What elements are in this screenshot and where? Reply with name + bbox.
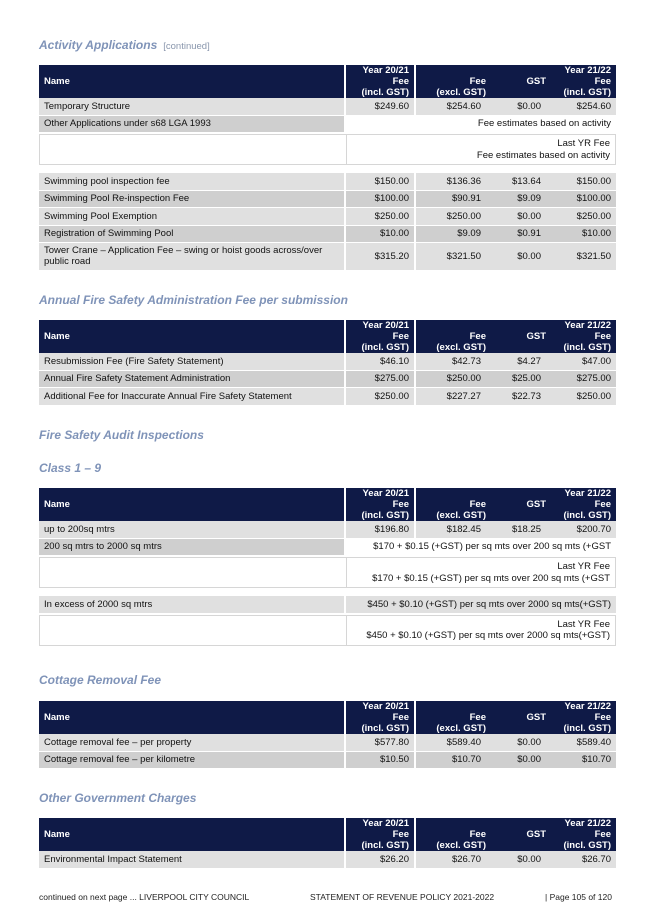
header-gst: GST [526,499,546,510]
continued-label: [continued] [163,41,210,52]
row-fee-excl-gst: $42.73 [416,353,486,370]
row-fee-prev-incl-gst: $10.00 [346,226,414,243]
row-name: Annual Fire Safety Statement Administration [39,371,344,388]
header-fee-excl: Fee [469,712,486,723]
row-fee-excl-gst: $182.45 [416,521,486,538]
note-value: $450 + $0.10 (+GST) per sq mts over 2000 sq mts(+GST) [366,630,610,641]
row-name: Swimming pool inspection fee [39,173,344,190]
table-row [39,173,616,191]
row-fee-excl-gst: $250.00 [416,208,486,225]
header-year-prev: Year 20/21 [362,320,409,331]
row-name: Tower Crane – Application Fee – swing or hoist goods across/over public road [39,243,344,270]
row-name: Environmental Impact Statement [39,851,344,868]
row-fee-prev-incl-gst: $100.00 [346,191,414,208]
row-fee-incl-gst: $254.60 [546,98,616,115]
row-fee-incl-gst: $10.00 [546,226,616,243]
row-fee-incl-gst: $10.70 [546,752,616,769]
section-title-activity-applications [39,38,210,52]
row-fee-incl-gst: $26.70 [546,851,616,868]
table-header [39,320,616,353]
row-fee-incl-gst: $100.00 [546,191,616,208]
row-gst: $0.91 [486,226,546,243]
note-text [372,561,610,584]
table-header [39,818,616,851]
row-fee-excl-gst: $589.40 [416,734,486,751]
row-fee-prev-incl-gst: $249.60 [346,98,414,115]
header-excl-gst: (excl. GST) [436,87,486,98]
cottage-removal-table [39,701,616,769]
header-year-prev-block [346,488,414,521]
column-separator [344,388,346,405]
row-name: Temporary Structure [39,98,344,115]
row-fee-incl-gst: $47.00 [546,353,616,370]
column-separator [344,353,346,370]
row-name: In excess of 2000 sq mtrs [39,596,344,613]
header-gst: GST [526,829,546,840]
row-fee-excl-gst: $26.70 [416,851,486,868]
header-excl-gst: (excl. GST) [436,342,486,353]
header-name: Name [39,488,344,521]
row-fee-excl-gst: $321.50 [416,243,486,270]
column-separator [414,388,416,405]
row-gst: $0.00 [486,98,546,115]
table-row [39,734,616,752]
row-fee-excl-gst: $10.70 [416,752,486,769]
header-gst: GST [526,76,546,87]
column-separator [344,116,346,133]
column-separator [344,371,346,388]
row-fee-incl-gst: $200.70 [546,521,616,538]
row-fee-excl-gst: $227.27 [416,388,486,405]
column-separator [414,851,416,868]
activity-applications-table [39,65,616,271]
row-gst: $13.64 [486,173,546,190]
header-year-next: Year 21/22 [564,701,611,712]
row-name: Registration of Swimming Pool [39,226,344,243]
row-gst: $0.00 [486,243,546,270]
header-year-prev: Year 20/21 [362,65,409,76]
header-year-next-block [416,488,616,521]
column-separator [414,371,416,388]
column-separator [344,191,346,208]
note-divider [346,135,347,164]
row-fee-excl-gst: $250.00 [416,371,486,388]
row-gst: $9.09 [486,191,546,208]
table-row [39,208,616,226]
table-header [39,488,616,521]
row-name: Swimming Pool Re-inspection Fee [39,191,344,208]
row-fee-prev-incl-gst: $46.10 [346,353,414,370]
header-fee-incl: Fee [594,829,611,840]
note-value: Fee estimates based on activity [476,149,610,161]
footer-left: continued on next page ... LIVERPOOL CITY COUNCIL [39,892,250,902]
header-incl-gst-next: (incl. GST) [563,87,611,98]
header-incl-gst-prev: (incl. GST) [361,510,409,521]
header-fee-prev: Fee [392,76,409,87]
header-incl-gst-prev: (incl. GST) [361,342,409,353]
header-year-next-block [416,701,616,734]
column-separator [344,596,346,613]
column-separator [414,208,416,225]
row-fee-prev-incl-gst: $577.80 [346,734,414,751]
fire-audit-table [39,488,616,646]
row-fee-incl-gst: $275.00 [546,371,616,388]
row-fee-incl-gst: $589.40 [546,734,616,751]
header-year-next-block [416,65,616,98]
table-row [39,98,616,116]
row-name: 200 sq mtrs to 2000 sq mtrs [39,539,344,556]
header-year-prev-block [346,818,414,851]
header-year-next-block [416,818,616,851]
header-year-next: Year 21/22 [564,65,611,76]
row-fee-incl-gst: $250.00 [546,388,616,405]
row-gst: $22.73 [486,388,546,405]
row-name: Swimming Pool Exemption [39,208,344,225]
table-row [39,851,616,869]
header-incl-gst-next: (incl. GST) [563,723,611,734]
column-separator [414,734,416,751]
column-separator [344,98,346,115]
row-fee-excl-gst: $90.91 [416,191,486,208]
note-text [366,619,610,642]
row-fee-note: $450 + $0.10 (+GST) per sq mts over 2000 sq mts(+GST) [346,596,616,613]
header-fee-incl: Fee [594,499,611,510]
row-fee-prev-incl-gst: $315.20 [346,243,414,270]
table-header [39,701,616,734]
row-gst: $25.00 [486,371,546,388]
header-fee-prev: Fee [392,331,409,342]
column-separator [344,851,346,868]
note-label: Last YR Fee [557,561,610,572]
last-year-fee-note [39,615,616,646]
header-fee-incl: Fee [594,712,611,723]
header-excl-gst: (excl. GST) [436,723,486,734]
column-separator [344,208,346,225]
table-row [39,243,616,271]
header-gst: GST [526,331,546,342]
section-title-other-gov: Other Government Charges [39,791,197,805]
header-year-prev-block [346,320,414,353]
row-fee-prev-incl-gst: $250.00 [346,388,414,405]
section-subtitle-class: Class 1 – 9 [39,461,102,475]
header-fee-incl: Fee [594,331,611,342]
note-text [477,138,610,161]
column-separator [414,173,416,190]
header-year-prev-block [346,701,414,734]
column-separator [414,226,416,243]
header-fee-prev: Fee [392,829,409,840]
header-year-next: Year 21/22 [564,320,611,331]
header-incl-gst-prev: (incl. GST) [361,87,409,98]
note-label: Last YR Fee [557,138,610,149]
note-label: Last YR Fee [557,618,610,630]
footer-center: STATEMENT OF REVENUE POLICY 2021-2022 [310,892,495,902]
table-row [39,388,616,406]
table-row [39,353,616,371]
row-gst: $0.00 [486,752,546,769]
header-year-prev: Year 20/21 [362,701,409,712]
note-value: $170 + $0.15 (+GST) per sq mts over 200 sq mts (+GST [372,572,610,584]
table-row [39,371,616,389]
row-fee-prev-incl-gst: $26.20 [346,851,414,868]
column-separator [344,752,346,769]
header-year-next: Year 21/22 [564,818,611,829]
row-fee-prev-incl-gst: $250.00 [346,208,414,225]
row-fee-incl-gst: $250.00 [546,208,616,225]
row-name: Cottage removal fee – per property [39,734,344,751]
column-separator [414,98,416,115]
row-name: up to 200sq mtrs [39,521,344,538]
row-name: Other Applications under s68 LGA 1993 [39,116,344,133]
last-year-fee-note [39,557,616,588]
section-title-fire-audit: Fire Safety Audit Inspections [39,428,204,442]
table-row [39,752,616,770]
section-title-cottage: Cottage Removal Fee [39,673,162,687]
row-fee-prev-incl-gst: $10.50 [346,752,414,769]
header-excl-gst: (excl. GST) [436,510,486,521]
last-year-fee-note [39,134,616,165]
header-fee-incl: Fee [594,76,611,87]
column-separator [344,173,346,190]
section-title-fire-admin: Annual Fire Safety Administration Fee per submission [39,293,348,307]
header-name: Name [39,818,344,851]
row-fee-excl-gst: $9.09 [416,226,486,243]
row-name: Resubmission Fee (Fire Safety Statement) [39,353,344,370]
footer-page-number: | Page 105 of 120 [545,892,612,902]
header-incl-gst-next: (incl. GST) [563,510,611,521]
header-excl-gst: (excl. GST) [436,840,486,851]
header-incl-gst-next: (incl. GST) [563,840,611,851]
table-row [39,226,616,244]
header-incl-gst-prev: (incl. GST) [361,840,409,851]
note-divider [346,558,347,587]
other-government-charges-table [39,818,616,869]
header-fee-prev: Fee [392,499,409,510]
row-gst: $18.25 [486,521,546,538]
header-name: Name [39,320,344,353]
row-fee-prev-incl-gst: $275.00 [346,371,414,388]
table-row [39,116,616,134]
header-year-prev: Year 20/21 [362,488,409,499]
header-gst: GST [526,712,546,723]
header-fee-prev: Fee [392,712,409,723]
row-fee-prev-incl-gst: $150.00 [346,173,414,190]
row-fee-note: Fee estimates based on activity [477,118,611,130]
section-title-text: Activity Applications [39,38,158,52]
column-separator [414,353,416,370]
row-fee-prev-incl-gst: $196.80 [346,521,414,538]
table-row [39,191,616,209]
column-separator [414,752,416,769]
row-fee-incl-gst: $321.50 [546,243,616,270]
header-year-next-block [416,320,616,353]
table-header [39,65,616,98]
table-row [39,521,616,539]
header-incl-gst-prev: (incl. GST) [361,723,409,734]
column-separator [344,734,346,751]
header-year-prev: Year 20/21 [362,818,409,829]
row-gst: $0.00 [486,851,546,868]
row-fee-incl-gst: $150.00 [546,173,616,190]
header-year-prev-block [346,65,414,98]
header-year-next: Year 21/22 [564,488,611,499]
row-fee-excl-gst: $254.60 [416,98,486,115]
row-gst: $4.27 [486,353,546,370]
column-separator [414,191,416,208]
header-incl-gst-next: (incl. GST) [563,342,611,353]
row-name: Additional Fee for Inaccurate Annual Fire Safety Statement [39,388,344,405]
fire-admin-table [39,320,616,406]
row-fee-note: $170 + $0.15 (+GST) per sq mts over 200 sq mts (+GST [373,541,611,553]
note-divider [346,616,347,645]
column-separator [344,243,346,270]
row-gst: $0.00 [486,208,546,225]
row-fee-excl-gst: $136.36 [416,173,486,190]
header-fee-excl: Fee [469,499,486,510]
column-separator [414,243,416,270]
column-separator [414,521,416,538]
table-row [39,539,616,557]
header-fee-excl: Fee [469,829,486,840]
header-name: Name [39,701,344,734]
header-name: Name [39,65,344,98]
row-name: Cottage removal fee – per kilometre [39,752,344,769]
header-fee-excl: Fee [469,76,486,87]
column-separator [344,539,346,556]
header-fee-excl: Fee [469,331,486,342]
column-separator [344,521,346,538]
column-separator [344,226,346,243]
row-gst: $0.00 [486,734,546,751]
table-row [39,596,616,614]
